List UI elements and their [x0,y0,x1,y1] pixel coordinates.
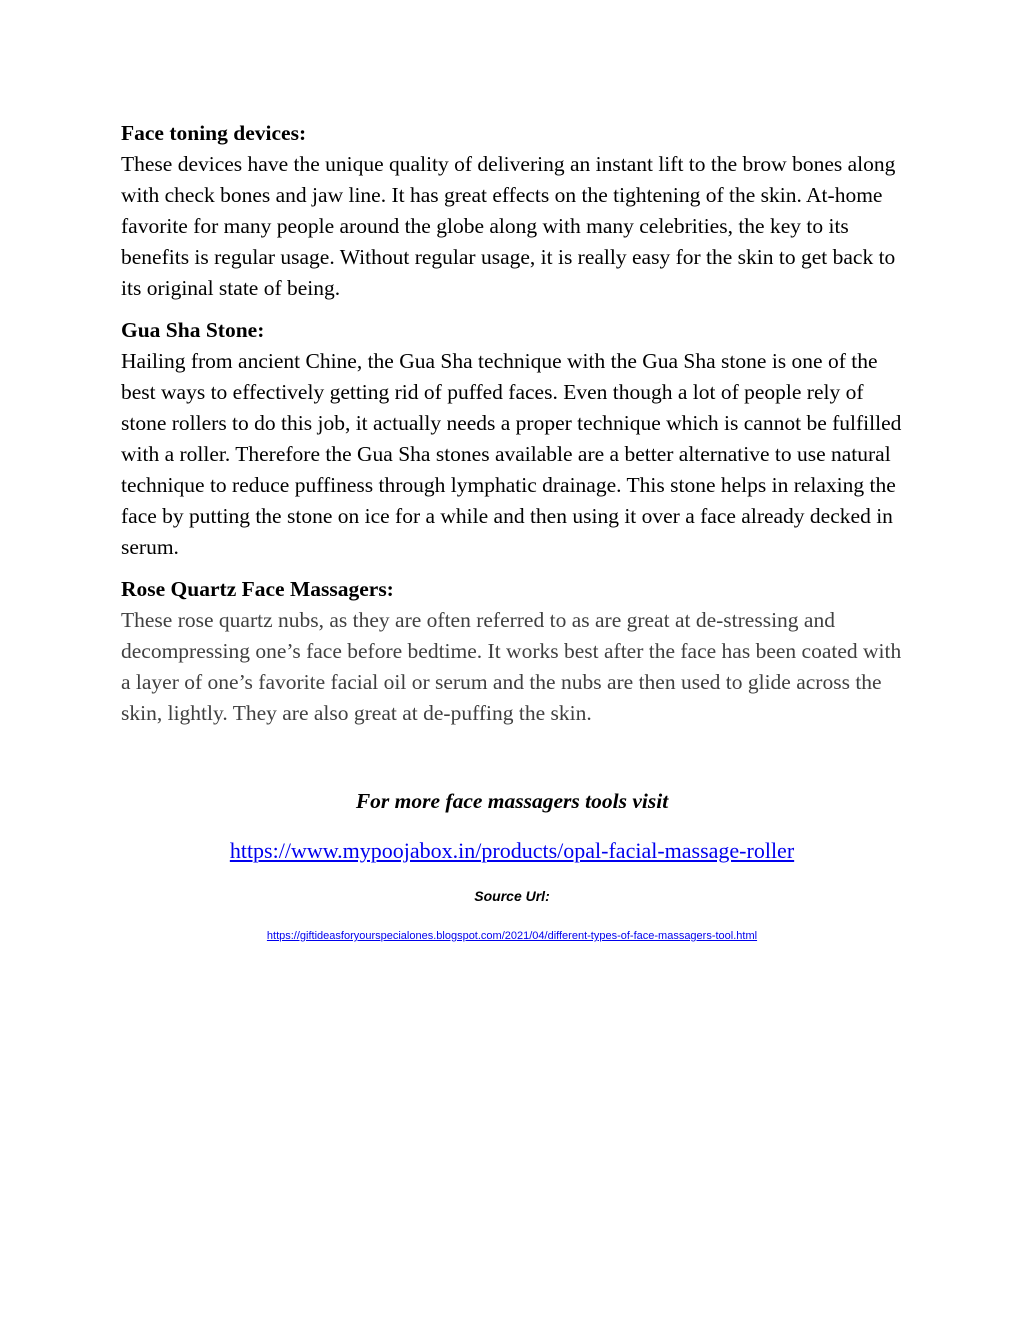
article-body [121,118,911,740]
source-link-container [0,928,1024,944]
product-link-container [0,835,1024,866]
source-link[interactable]: https://giftideasforyourspecialones.blogspot.com/2021/04/different-types-of-face-massagers-tool.html [266,930,758,942]
section-heading: Rose Quartz Face Massagers: [121,577,394,601]
section-heading: Gua Sha Stone: [121,318,265,342]
section-heading: Face toning devices: [121,121,307,145]
section-rose-quartz-face-massagers [121,574,911,729]
call-to-action: For more face massagers tools visit [355,789,669,813]
source-url-label: Source Url: [474,888,550,904]
section-face-toning-devices [121,118,911,304]
product-link[interactable]: https://www.mypoojabox.in/products/opal-facial-massage-roller [229,838,795,863]
section-paragraph: These rose quartz nubs, as they are often referred to as are great at de-stressing and decompressing one’s face before bedtime. It works best after the face has been coated with a layer of one’s favorite facial oil or serum and the nubs are then used to glide across the skin, lightly. They are also great at de-puffing the skin. [121,608,902,725]
section-gua-sha-stone [121,315,911,563]
section-paragraph: These devices have the unique quality of delivering an instant lift to the brow bones along with check bones and jaw line. It has great effects on the tightening of the skin. At-home favorite for many people around the globe along with many celebrities, the key to its benefits is regular usage. Without regular usage, it is really easy for the skin to get back to its original state of being. [121,152,896,300]
section-paragraph: Hailing from ancient Chine, the Gua Sha technique with the Gua Sha stone is one of the best ways to effectively getting rid of puffed faces. Even though a lot of people rely of stone rollers to do this job, it actually needs a proper technique which is cannot be fulfilled with a roller. Therefore the Gua Sha stones available are a better alternative to use natural technique to reduce puffiness through lymphatic drainage. This stone helps in relaxing the face by putting the stone on ice for a while and then using it over a face already decked in serum. [121,349,902,559]
